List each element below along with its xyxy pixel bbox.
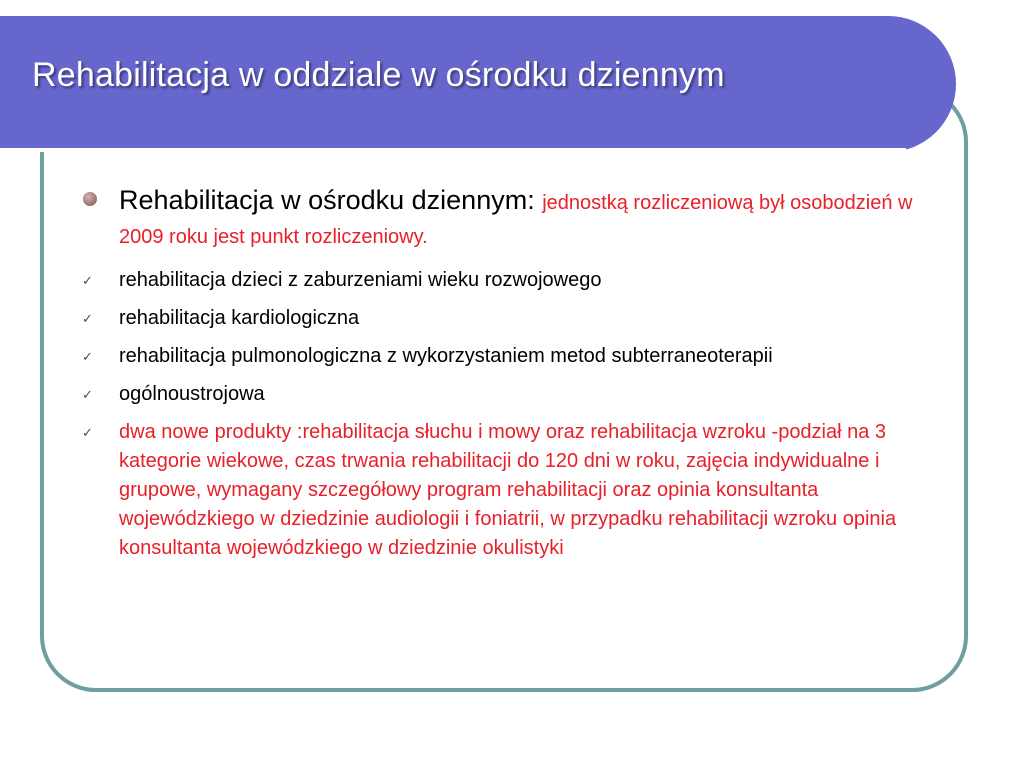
slide-title: Rehabilitacja w oddziale w ośrodku dziennym <box>32 56 725 94</box>
check-item <box>78 266 958 295</box>
main-bullet-item <box>78 184 958 252</box>
main-bullet-lead: Rehabilitacja w ośrodku dziennym: <box>119 185 535 215</box>
checkmark-icon: ✓ <box>82 274 93 289</box>
title-underline <box>0 148 906 152</box>
check-item-text: rehabilitacja dzieci z zaburzeniami wieku rozwojowego <box>119 269 602 291</box>
check-item-text: dwa nowe produkty :rehabilitacja słuchu i mowy oraz rehabilitacja wzroku -podział na 3 kategorie wiekowe, czas trwania rehabilitacji do 120 dni w roku, zajęcia indywidualne i grupowe, wymagany szczegółowy program rehabilitacji oraz opinia konsultanta wojewódzkiego w dziedzinie audiologii i foniatrii, w przypadku rehabilitacji wzroku opinia konsultanta wojewódzkiego w dziedzinie okulistyki <box>119 421 897 559</box>
checkmark-icon: ✓ <box>82 426 93 441</box>
check-item-highlighted <box>78 418 958 563</box>
round-bullet-icon <box>83 192 97 206</box>
bullet-list <box>78 184 958 572</box>
check-item <box>78 304 958 333</box>
check-item-text: rehabilitacja pulmonologiczna z wykorzystaniem metod subterraneoterapii <box>119 345 773 367</box>
checkmark-icon: ✓ <box>82 312 93 327</box>
check-item-text: rehabilitacja kardiologiczna <box>119 307 360 329</box>
check-item <box>78 342 958 371</box>
check-item <box>78 380 958 409</box>
main-bullet-note: jednostką rozliczeniową był osobodzień w 2009 roku jest punkt rozliczeniowy. <box>119 192 913 248</box>
check-item-text: ogólnoustrojowa <box>119 383 265 405</box>
checkmark-icon: ✓ <box>82 388 93 403</box>
checkmark-icon: ✓ <box>82 350 93 365</box>
